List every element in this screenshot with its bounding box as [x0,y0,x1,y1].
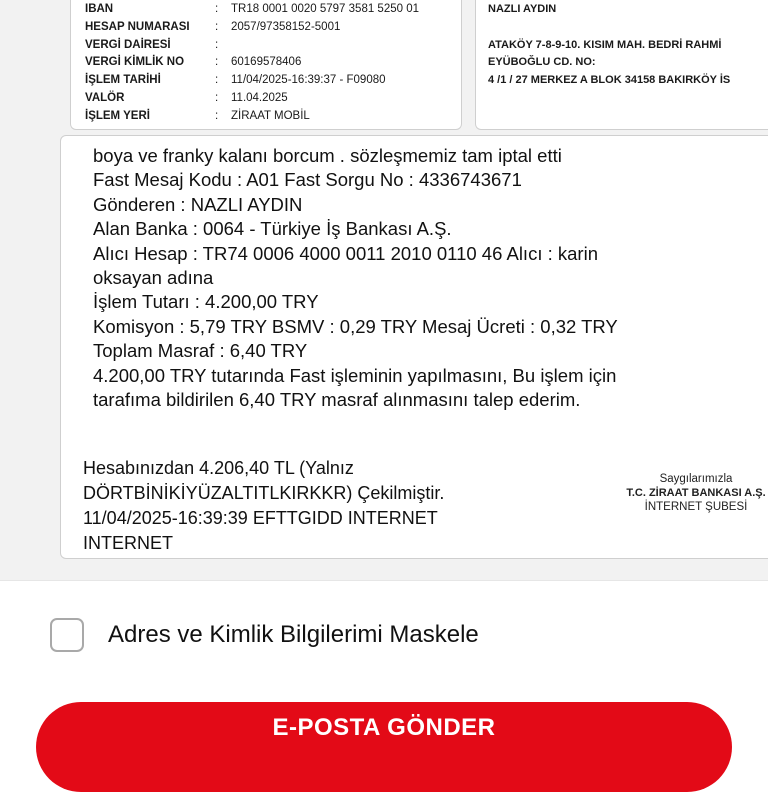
customer-address-line1: ATAKÖY 7-8-9-10. KISIM MAH. BEDRİ RAHMİ [488,39,722,51]
info-label: VERGİ DAİRESİ [85,39,171,51]
withdrawal-notice [83,456,444,556]
info-label: HESAP NUMARASI [85,21,190,33]
signature-branch: İNTERNET ŞUBESİ [644,501,748,513]
withdrawal-line: INTERNET [83,533,173,553]
account-info-card: IBAN : TR18 0001 0020 5797 3581 5250 01 HESAP NUMARASI : 2057/97358152-5001 VERGİ DAİRESİ : VERGİ KİMLİK NO : 60169578406 İŞLEM TARİHİ : 11/04/2025-16:39:37 - F09080 VALÖR : 11.04.2025 İŞLEM YERİ : ZİRAAT MOBİL [70,0,462,130]
description-line: Alan Banka : 0064 - Türkiye İş Bankası A.Ş. [93,218,452,240]
description-line: Gönderen : NAZLI AYDIN [93,193,303,215]
send-email-button[interactable]: E-POSTA GÖNDER [36,702,732,792]
withdrawal-line: Hesabınızdan 4.206,40 TL (Yalnız [83,458,354,478]
description-line: 4.200,00 TRY tutarında Fast işleminin yapılmasını, Bu işlem için [93,364,617,386]
info-value: TR18 0001 0020 5797 3581 5250 01 [231,3,419,15]
customer-info-card [475,0,768,130]
info-label: IBAN [85,3,114,15]
info-value: 60169578406 [231,56,302,68]
info-value: 11/04/2025-16:39:37 - F09080 [231,74,386,86]
info-value: 11.04.2025 [231,92,288,104]
customer-address-line3: 4 /1 / 27 MERKEZ A BLOK 34158 BAKIRKÖY İS [488,74,731,86]
description-line: Komisyon : 5,79 TRY BSMV : 0,29 TRY Mesaj Ücreti : 0,32 TRY [93,315,618,337]
description-line: Fast Mesaj Kodu : A01 Fast Sorgu No : 4336743671 [93,169,522,191]
mask-checkbox-label[interactable]: Adres ve Kimlik Bilgilerimi Maskele [108,621,479,648]
description-line: İşlem Tutarı : 4.200,00 TRY [93,291,319,313]
signature-bank: T.C. ZİRAAT BANKASI A.Ş. [626,487,766,499]
description-line: Alıcı Hesap : TR74 0006 4000 0011 2010 0110 46 Alıcı : karin [93,242,598,264]
info-label: İŞLEM YERİ [85,110,150,122]
withdrawal-line: DÖRTBİNİKİYÜZALTITLKIRKKR) Çekilmiştir. [83,483,445,503]
description-line: Toplam Masraf : 6,40 TRY [93,340,308,362]
customer-address-line2: EYÜBOĞLU CD. NO: [488,56,596,68]
description-line: oksayan adına [93,267,214,289]
mask-checkbox[interactable] [50,618,84,652]
info-label: VERGİ KİMLİK NO [85,56,185,68]
signature-greeting: Saygılarımızla [659,473,733,485]
info-label: VALÖR [85,92,125,104]
transaction-description [93,144,733,412]
description-line: tarafıma bildirilen 6,40 TRY masraf alınmasını talep ederim. [93,389,581,411]
transaction-details-card [60,135,768,559]
withdrawal-line: 11/04/2025-16:39:39 EFTTGIDD INTERNET [83,508,438,528]
info-label: İŞLEM TARİHİ [85,74,161,86]
description-line: boya ve franky kalanı borcum . sözleşmemiz tam iptal etti [93,145,562,166]
email-sheet [0,580,768,769]
info-value: 2057/97358152-5001 [231,21,341,33]
info-value: ZİRAAT MOBİL [231,110,310,122]
customer-name: NAZLI AYDIN [488,3,557,15]
